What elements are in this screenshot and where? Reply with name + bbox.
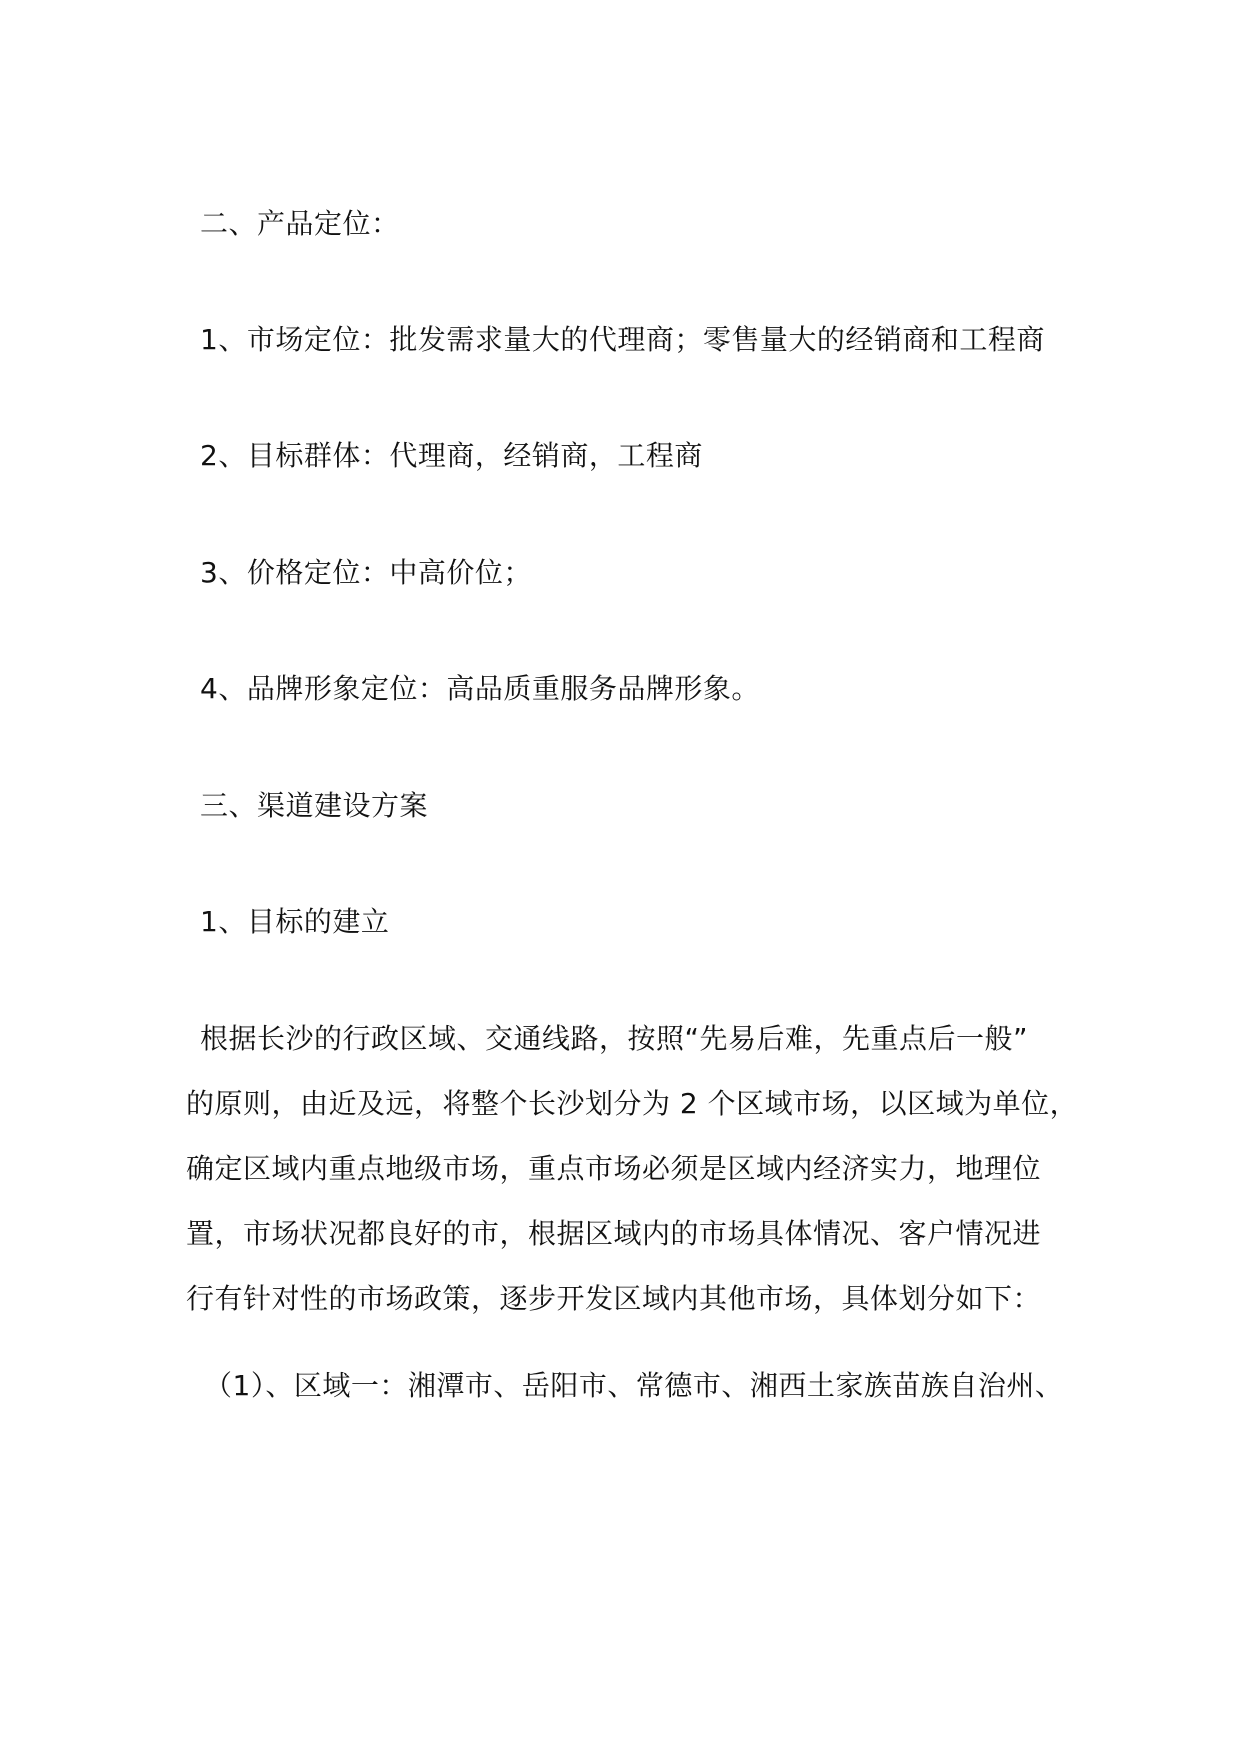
list-item-market-positioning: 1、市场定位：批发需求量大的代理商；零售量大的经销商和工程商	[200, 323, 1045, 356]
list-item-brand-image: 4、品牌形象定位：高品质重服务品牌形象。	[200, 672, 760, 705]
section-heading-product-positioning: 二、产品定位：	[200, 207, 400, 240]
paragraph-line: 置，市场状况都良好的市，根据区域内的市场具体情况、客户情况进	[186, 1217, 1042, 1250]
paragraph-line: 根据长沙的行政区域、交通线路，按照“先易后难，先重点后一般”	[200, 1022, 1029, 1055]
paragraph-line: 的原则，由近及远，将整个长沙划分为 2 个区域市场，以区域为单位，	[186, 1087, 1079, 1120]
list-item-price-positioning: 3、价格定位：中高价位；	[200, 556, 532, 589]
body-paragraph	[186, 1006, 1079, 1331]
paragraph-line: 行有针对性的市场政策，逐步开发区域内其他市场，具体划分如下：	[186, 1282, 1042, 1315]
list-item-region-one: （1）、区域一：湘潭市、岳阳市、常德市、湘西土家族苗族自治州、	[204, 1369, 1064, 1402]
section-heading-channel-plan: 三、渠道建设方案	[200, 789, 429, 822]
paragraph-line: 确定区域内重点地级市场，重点市场必须是区域内经济实力，地理位	[186, 1152, 1042, 1185]
list-item-target-group: 2、目标群体：代理商，经销商，工程商	[200, 439, 703, 472]
list-item-goal-setting: 1、目标的建立	[200, 905, 390, 938]
